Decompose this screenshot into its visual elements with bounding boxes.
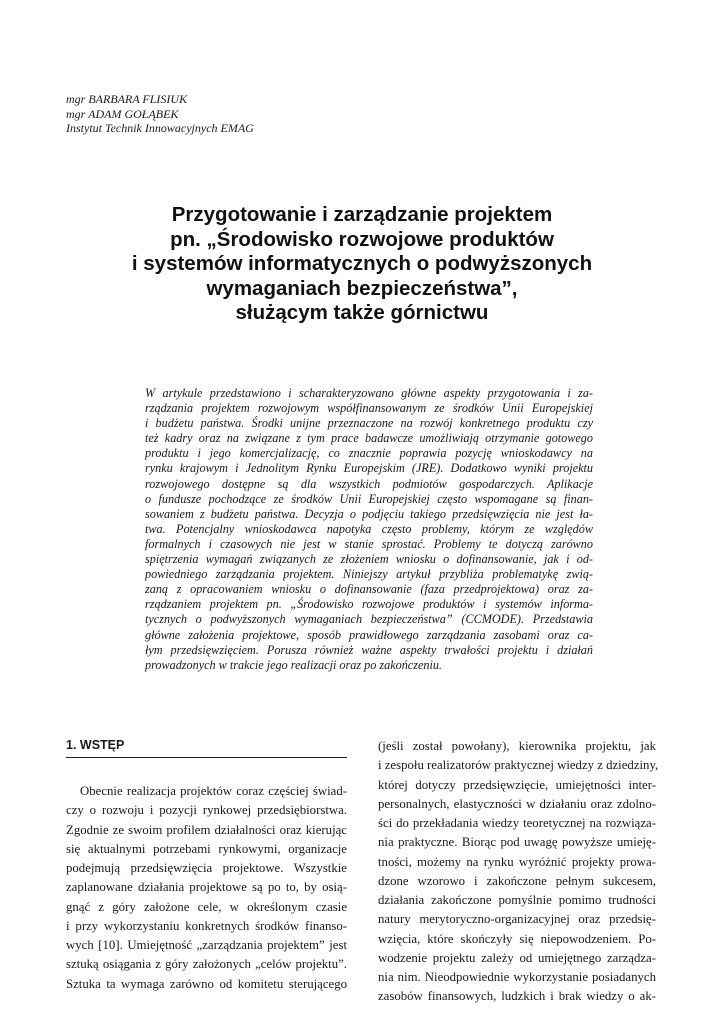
body-line: się aktualnymi potrzebami rynkowymi, organizacje [66,841,347,856]
abstract-line: też kadry oraz na związane z tym prace badawcze umożliwiają otrzymanie gotowego [145,431,593,446]
abstract-line: W artykule przedstawiono i scharakteryzowano główne aspekty przygotowania i za- [145,386,593,400]
abstract [145,386,593,673]
title-line: pn. „Środowisko rozwojowe produktów [170,227,554,251]
abstract-line: produktu i jego komercjalizację, co znacznie poprawia pozycję wnioskodawcy na [145,446,593,461]
body-line: nia nim. Nieodpowiednie wykorzystanie posiadanych [378,970,656,984]
body-line: gnąć z góry założone cele, w określonym czasie [66,899,347,914]
author-block [66,92,466,136]
abstract-line: tycznych o podwyższonych wymaganiach bezpieczeństwa” (CCMODE). Przedstawia [145,612,593,627]
abstract-line: rynku krajowym i Jednolitym Rynku Europejskim (JRE). Dodatkowo wyniki projektu [145,461,593,476]
body-line: Sztuka ta wymaga zarówno od komitetu sterującego [66,976,347,991]
body-line: wzięcia, które skończyły się niepowodzeniem. Po- [378,931,656,946]
abstract-line: główne założenia projektowe, sposób prawidłowego zarządzania zasobami oraz ca- [145,627,593,642]
author-name: mgr BARBARA FLISIUK [66,92,188,106]
author-name: mgr ADAM GOŁĄBEK [66,106,179,121]
body-line: tności, możemy na rynku wyróżnić projekty prowa- [378,854,656,869]
body-line: personalnych, elastyczności w działaniu oraz zdolno- [378,796,656,811]
body-line: działania zakończone pomyślnie pomimo trudności [378,893,656,907]
abstract-line: rozwojowego dostępne są dla wszystkich podmiotów gospodarczych. Aplikacje [145,476,593,491]
abstract-line: zaną z opracowaniem wniosku o dofinansowanie (faza przedprojektowa) oraz za- [145,582,593,597]
body-column-right [378,737,659,1007]
abstract-line: formalnych i czasowych nie jest w stanie sprostać. Problemy te dotyczą zarówno [145,536,593,551]
abstract-line: rządzaniem projektem pn. „Środowisko rozwojowe produktów i systemów informa- [145,597,593,612]
body-column-left [66,782,347,994]
abstract-line: rządzania projektem rozwojowym współfinansowanym ze środków Unii Europejskiej [145,401,593,416]
body-line: Obecnie realizacja projektów coraz częściej świad- [80,784,347,798]
body-line: sztuką osiągania z góry założonych „celów projektu”. [66,957,347,972]
body-line: zaplanowane działania projektowe są po to, by osią- [66,880,347,895]
section-heading: 1. WSTĘP [66,738,125,752]
body-line: podejmują przedsięwzięcia projektowe. Wszystkie [66,861,347,875]
abstract-line: spiętrzenia wymagań związanych ze złożeniem wniosku o dofinansowanie, jak i od- [145,552,593,567]
body-line: której dotyczy przedsięwzięcie, umiejętności inter- [378,777,656,792]
abstract-line: prowadzonych w trakcie jego realizacji oraz po zakończeniu. [145,657,442,672]
abstract-line: i budżetu państwa. Środki unijne przeznaczone na rozwój konkretnego produktu czy [145,416,593,431]
title-line: wymaganiach bezpieczeństwa”, [206,276,518,300]
body-line: czy o rozwoju i pozycji rynkowej przedsiębiorstwa. [66,803,347,818]
body-line: i zespołu realizatorów praktycznej wiedzy z dziedziny, [378,758,659,773]
author-affiliation: Instytut Technik Innowacyjnych EMAG [66,121,254,135]
abstract-line: sowaniem z budżetu państwa. Decyzja o podjęciu takiego przedsięwzięcia nie jest ła- [145,506,593,521]
body-line: wych [10]. Umiejętność „zarządzania projektem” jest [66,938,347,952]
title-line: i systemów informatycznych o podwyższonych [131,252,593,276]
body-line: wodzenie projektu zależy od umiejętnego zarządza- [378,950,656,965]
body-line: Zgodnie ze swoim profilem działalności oraz kierując [66,822,347,837]
body-line: nia praktyczne. Biorąc pod uwagę powyższe umieję- [378,835,656,850]
body-line: ści do przekładania wiedzy teoretycznej na rozwiąza- [378,816,656,830]
title-line: służącym także górnictwu [235,301,489,325]
body-line: zasobów finansowych, ludzkich i brak wiedzy o ak- [378,989,656,1004]
body-line: natury merytoryczno-organizacyjnej oraz przedsię- [378,912,656,927]
body-line: (jeśli został powołany), kierownika projektu, jak [378,739,656,753]
abstract-line: powiedniego zarządzania projektem. Niniejszy artykuł przybliża problematykę zwią- [145,567,593,582]
abstract-line: o fundusze pochodzące ze środków Unii Europejskiej często wspomagane są finan- [145,491,593,506]
abstract-line: twa. Potencjalny wnioskodawca napotyka często problemy, którym ze względów [145,521,593,536]
body-line: dzone wzorowo i zakończone pełnym sukcesem, [378,873,656,888]
article-title [40,203,684,326]
section-divider [66,757,347,758]
title-line: Przygotowanie i zarządzanie projektem [171,203,553,226]
abstract-line: łym przedsięwzięciem. Porusza również ważne aspekty trwałości projektu i działań [145,642,593,657]
body-line: i przy wykorzystaniu konkretnych środków finanso- [66,918,347,933]
